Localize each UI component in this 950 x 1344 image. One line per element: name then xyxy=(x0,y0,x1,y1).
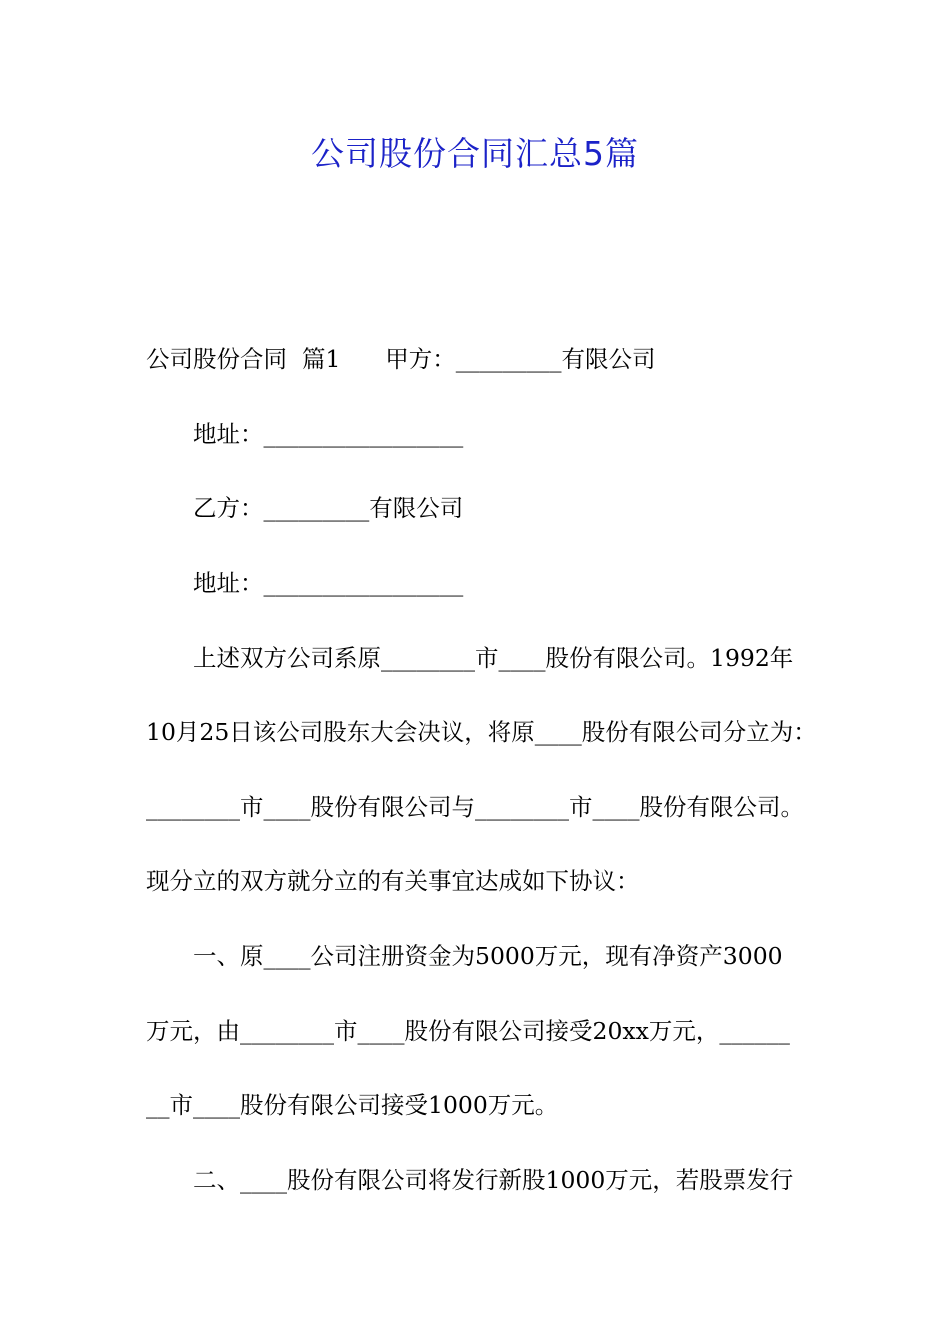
party-b-line: 乙方：_________有限公司 xyxy=(193,494,464,522)
clause-one-line: 万元，由________市____股份有限公司接受20xx万元，______ xyxy=(146,1017,790,1045)
party-b-address-line: 地址：_________________ xyxy=(193,569,464,597)
party-a-address-line: 地址：_________________ xyxy=(193,420,464,448)
body-paragraph-line: ________市____股份有限公司与________市____股份有限公司。 xyxy=(146,793,804,821)
body-paragraph-line: 10月25日该公司股东大会决议，将原____股份有限公司分立为： xyxy=(146,718,817,746)
clause-one-line: 一、原____公司注册资金为5000万元，现有净资产3000 xyxy=(193,942,783,970)
body-paragraph-line: 现分立的双方就分立的有关事宜达成如下协议： xyxy=(146,867,640,895)
clause-one-line: __市____股份有限公司接受1000万元。 xyxy=(146,1091,559,1119)
clause-two-line: 二、____股份有限公司将发行新股1000万元，若股票发行 xyxy=(193,1166,794,1194)
contract-heading-party-a-line: 公司股份合同 篇1 甲方：_________有限公司 xyxy=(146,345,656,373)
body-paragraph-line: 上述双方公司系原________市____股份有限公司。1992年 xyxy=(193,644,794,672)
document-title: 公司股份合同汇总5篇 xyxy=(311,134,639,173)
